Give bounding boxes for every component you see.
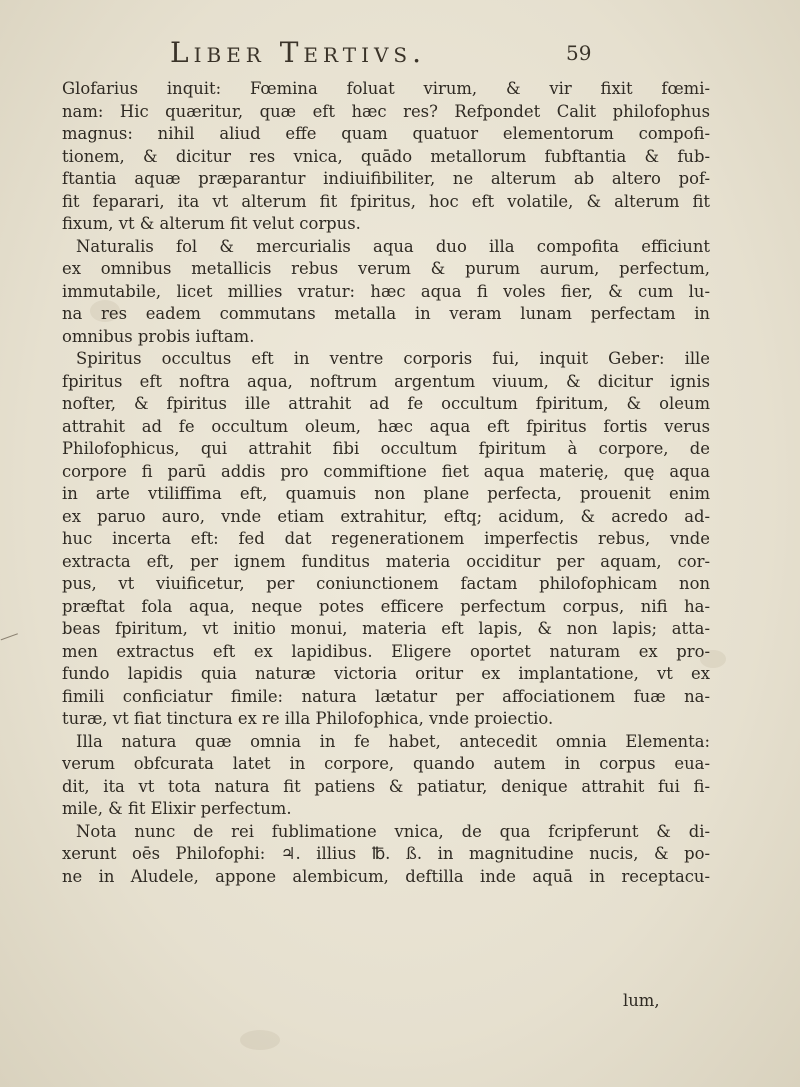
text-line: na res eadem commutans metalla in veram lunam perfectam in — [62, 304, 710, 323]
text-line: mile, & fit Elixir perfectum. — [62, 799, 292, 818]
text-line: nam: Hic quæritur, quæ eft hæc res? Refpondet Calit philofophus — [62, 101, 710, 121]
text-line: Illa natura quæ omnia in fe habet, antecedit omnia Elementa: — [76, 731, 710, 751]
text-line: Nota nunc de rei fublimatione vnica, de qua fcripferunt & di- — [76, 821, 710, 841]
text-line: tionem, & dicitur res vnica, quādo metallorum fubftantia & fub- — [62, 146, 710, 166]
text-line: omnibus probis iuftam. — [62, 326, 255, 346]
text-line: nofter, & fpiritus ille attrahit ad fe occultum fpiritum, & oleum — [62, 394, 710, 413]
text-line: xerunt oēs Philofophi: ♃. illius ℔. ß. in magnitudine nucis, & po- — [62, 844, 710, 863]
text-line: Spiritus occultus eft in ventre corporis fui, inquit Geber: ille — [76, 349, 710, 368]
text-line: beas fpiritum, vt initio monui, materia eft lapis, & non lapis; atta- — [62, 619, 710, 638]
text-line: verum obfcurata latet in corpore, quando autem in corpus eua- — [62, 754, 710, 773]
text-line: Naturalis fol & mercurialis aqua duo illa compofita efficiunt — [76, 236, 710, 256]
body-text — [62, 78, 710, 888]
page-number: 59 — [566, 41, 592, 65]
text-line: ex omnibus metallicis rebus verum & purum aurum, perfectum, — [62, 259, 710, 278]
paper-stain — [240, 1030, 280, 1050]
text-line: corpore fi parū addis pro commiftione fiet aqua materię, quę aqua — [62, 461, 710, 481]
text-line: ftantia aquæ præparantur indiuifibiliter, ne alterum ab altero pof- — [62, 169, 710, 188]
text-line: men extractus eft ex lapidibus. Eligere oportet naturam ex pro- — [62, 641, 710, 661]
text-line: fundo lapidis quia naturæ victoria oritur ex implantatione, vt ex — [62, 664, 710, 683]
text-line: turæ, vt fiat tinctura ex re illa Philofophica, vnde proiectio. — [62, 709, 554, 728]
text-line: ne in Aludele, appone alembicum, deftilla inde aquā in receptacu- — [62, 866, 710, 886]
text-line: attrahit ad fe occultum oleum, hæc aqua eft fpiritus fortis verus — [62, 416, 710, 436]
text-line: immutabile, licet millies vratur: hæc aqua fi voles fier, & cum lu- — [62, 281, 710, 301]
text-line: dit, ita vt tota natura fit patiens & patiatur, denique attrahit fui fi- — [62, 776, 710, 796]
text-line: in arte vtiliffima eft, quamuis non plane perfecta, prouenit enim — [62, 484, 710, 503]
page-header — [0, 30, 800, 70]
text-line: præftat fola aqua, neque potes efficere perfectum corpus, nifi ha- — [62, 596, 710, 616]
text-line: fimili conficiatur fimile: natura lætatur per affociationem fuæ na- — [62, 686, 710, 706]
text-line: pus, vt viuificetur, per coniunctionem factam philofophicam non — [62, 574, 710, 593]
text-line: fpiritus eft noftra aqua, noftrum argentum viuum, & dicitur ignis — [62, 371, 710, 391]
text-line: fixum, vt & alterum fit velut corpus. — [62, 214, 361, 233]
text-line: huc incerta eft: fed dat regenerationem imperfectis rebus, vnde — [62, 529, 710, 548]
text-line: Glofarius inquit: Fœmina foluat virum, & vir fixit fœmi- — [62, 79, 710, 98]
text-line: ex paruo auro, vnde etiam extrahitur, eftq; acidum, & acredo ad- — [62, 506, 710, 526]
running-title: Liber Tertivs. — [170, 36, 427, 69]
margin-mark — [1, 633, 22, 649]
text-line: magnus: nihil aliud effe quam quatuor elementorum compofi- — [62, 124, 710, 143]
text-line: Philofophicus, qui attrahit fibi occultum fpiritum à corpore, de — [62, 439, 710, 458]
catchword: lum, — [623, 991, 660, 1010]
text-line: fit feparari, ita vt alterum fit fpiritus, hoc eft volatile, & alterum fit — [62, 191, 710, 211]
text-line: extracta eft, per ignem funditus materia occiditur per aquam, cor- — [62, 551, 710, 571]
